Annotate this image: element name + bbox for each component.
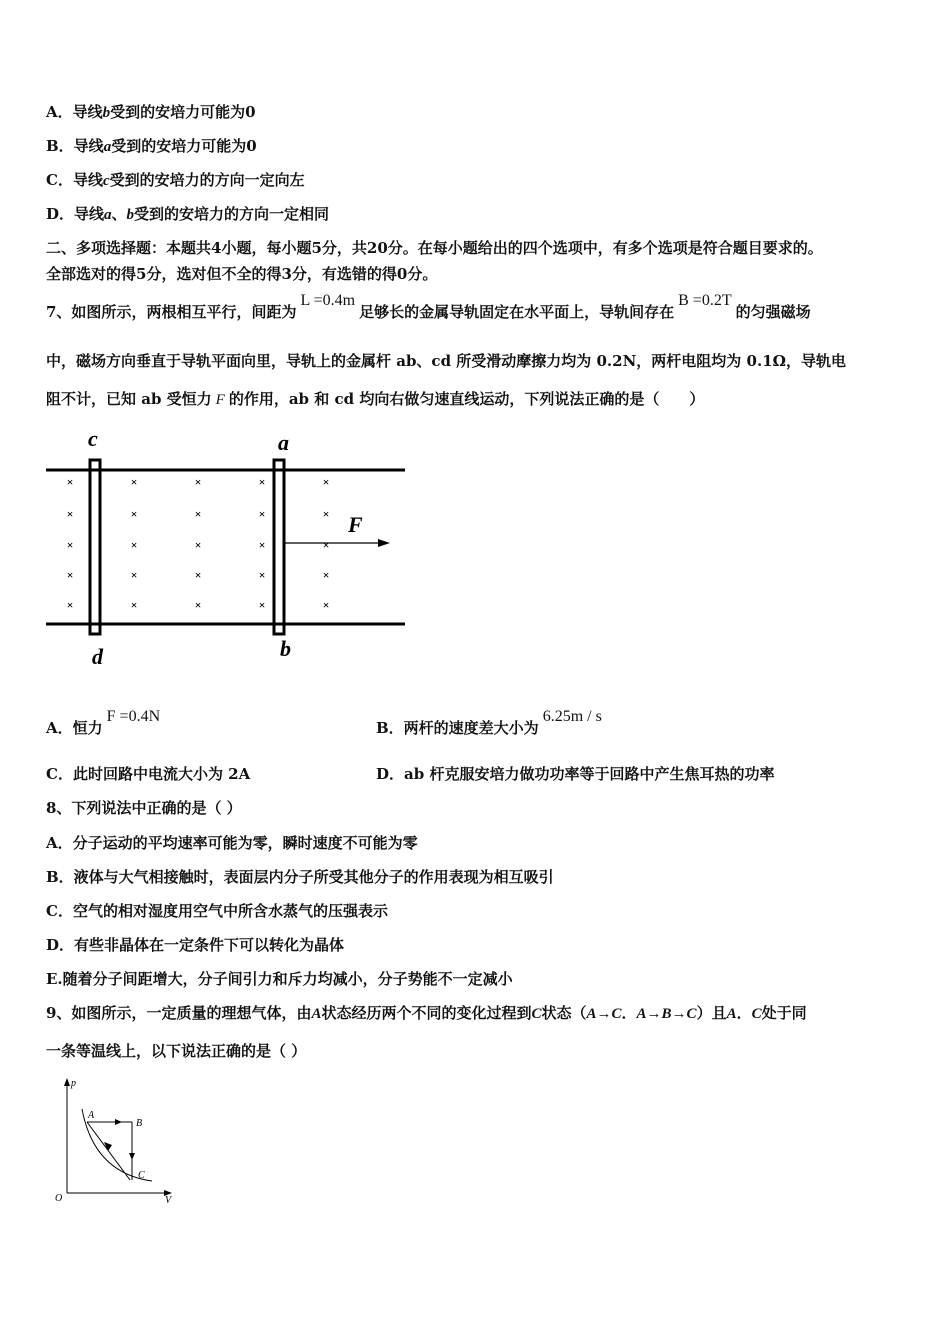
svg-text:×: × <box>130 568 138 582</box>
svg-text:×: × <box>322 507 330 521</box>
q8-stem: 8、下列说法中正确的是（ ） <box>46 799 242 817</box>
point-C-label: C <box>138 1170 145 1181</box>
svg-text:×: × <box>66 507 74 521</box>
q6-option-d: D．导线a、b受到的安培力的方向一定相同 <box>46 205 330 223</box>
label-b: b <box>280 636 291 661</box>
q6-option-c: C．导线c受到的安培力的方向一定向左 <box>46 171 305 189</box>
q7-stem-line3: 阻不计，已知 ab 受恒力 F 的作用，ab 和 cd 均向右做匀速直线运动，下列说法正确的是（ ） <box>46 390 705 408</box>
q6-option-b: B．导线a受到的安培力可能为0 <box>46 137 257 155</box>
svg-text:×: × <box>258 507 266 521</box>
q7-math-F: F <box>215 392 225 408</box>
svg-text:×: × <box>130 475 138 489</box>
q7-stem-line2: 中，磁场方向垂直于导轨平面向里，导轨上的金属杆 ab、cd 所受滑动摩擦力均为 0.2N，两杆电阻均为 0.1Ω，导轨电 <box>46 352 846 370</box>
q8-option-e: E.随着分子间距增大，分子间引力和斥力均减小，分子势能不一定减小 <box>46 970 513 988</box>
svg-text:×: × <box>322 538 330 552</box>
svg-text:×: × <box>194 538 202 552</box>
svg-text:×: × <box>130 507 138 521</box>
label-a: a <box>278 430 289 455</box>
q8-option-b: B．液体与大气相接触时，表面层内分子所受其他分子的作用表现为相互吸引 <box>46 868 554 886</box>
q7-math-L: L =0.4m <box>300 292 356 309</box>
point-A-label: A <box>88 1110 95 1121</box>
q8-option-a: A．分子运动的平均速率可能为零，瞬时速度不可能为零 <box>46 834 418 852</box>
axis-v-label: V <box>165 1195 172 1205</box>
svg-text:×: × <box>194 598 202 612</box>
origin-label: O <box>55 1193 63 1204</box>
q9-stem-line1: 9、如图所示，一定质量的理想气体，由A状态经历两个不同的变化过程到C状态（A→C．A→B→C）且A．C处于同 <box>46 1004 807 1022</box>
section2-header-line1: 二、多项选择题：本题共4小题，每小题5分，共20分。在每小题给出的四个选项中，有多个选项是符合题目要求的。 <box>46 239 823 257</box>
svg-text:×: × <box>258 538 266 552</box>
svg-text:×: × <box>130 598 138 612</box>
svg-text:×: × <box>66 538 74 552</box>
q7-option-a: A．恒力F =0.4N <box>46 708 161 737</box>
svg-text:×: × <box>258 598 266 612</box>
q8-option-c: C．空气的相对湿度用空气中所含水蒸气的压强表示 <box>46 902 388 920</box>
svg-text:×: × <box>194 568 202 582</box>
svg-text:×: × <box>322 568 330 582</box>
svg-text:×: × <box>66 475 74 489</box>
label-c: c <box>88 426 98 451</box>
svg-text:×: × <box>66 598 74 612</box>
point-B-label: B <box>136 1118 143 1129</box>
q7-opt-a-math: F =0.4N <box>106 708 161 725</box>
svg-text:×: × <box>194 475 202 489</box>
svg-text:×: × <box>66 568 74 582</box>
q9-stem-line2: 一条等温线上，以下说法正确的是（ ） <box>46 1042 307 1060</box>
q7-stem-line1: 7、如图所示，两根相互平行，间距为L =0.4m足够长的金属导轨固定在水平面上，导轨间存在B =0.2T的匀强磁场 <box>46 292 811 321</box>
q7-option-b: B．两杆的速度差大小为6.25m / s <box>376 708 602 737</box>
svg-text:×: × <box>322 475 330 489</box>
q8-option-d: D．有些非晶体在一定条件下可以转化为晶体 <box>46 936 345 954</box>
label-d: d <box>92 644 103 669</box>
svg-text:×: × <box>130 538 138 552</box>
q7-option-c: C．此时回路中电流大小为 2A <box>46 765 251 783</box>
axis-p-label: p <box>71 1078 76 1089</box>
label-F: F <box>348 512 363 537</box>
svg-text:×: × <box>194 507 202 521</box>
q7-opt-b-math: 6.25m / s <box>542 708 602 725</box>
q7-math-B: B =0.2T <box>678 292 732 309</box>
q6-option-a: A．导线b受到的安培力可能为0 <box>46 103 256 121</box>
svg-text:×: × <box>258 475 266 489</box>
svg-text:×: × <box>258 568 266 582</box>
q9-pv-figure <box>52 1075 182 1205</box>
svg-text:×: × <box>322 598 330 612</box>
q7-option-d: D．ab 杆克服安培力做功功率等于回路中产生焦耳热的功率 <box>376 765 775 783</box>
section2-header-line2: 全部选对的得5分，选对但不全的得3分，有选错的得0分。 <box>46 265 438 283</box>
q7-rails-figure <box>40 420 420 675</box>
